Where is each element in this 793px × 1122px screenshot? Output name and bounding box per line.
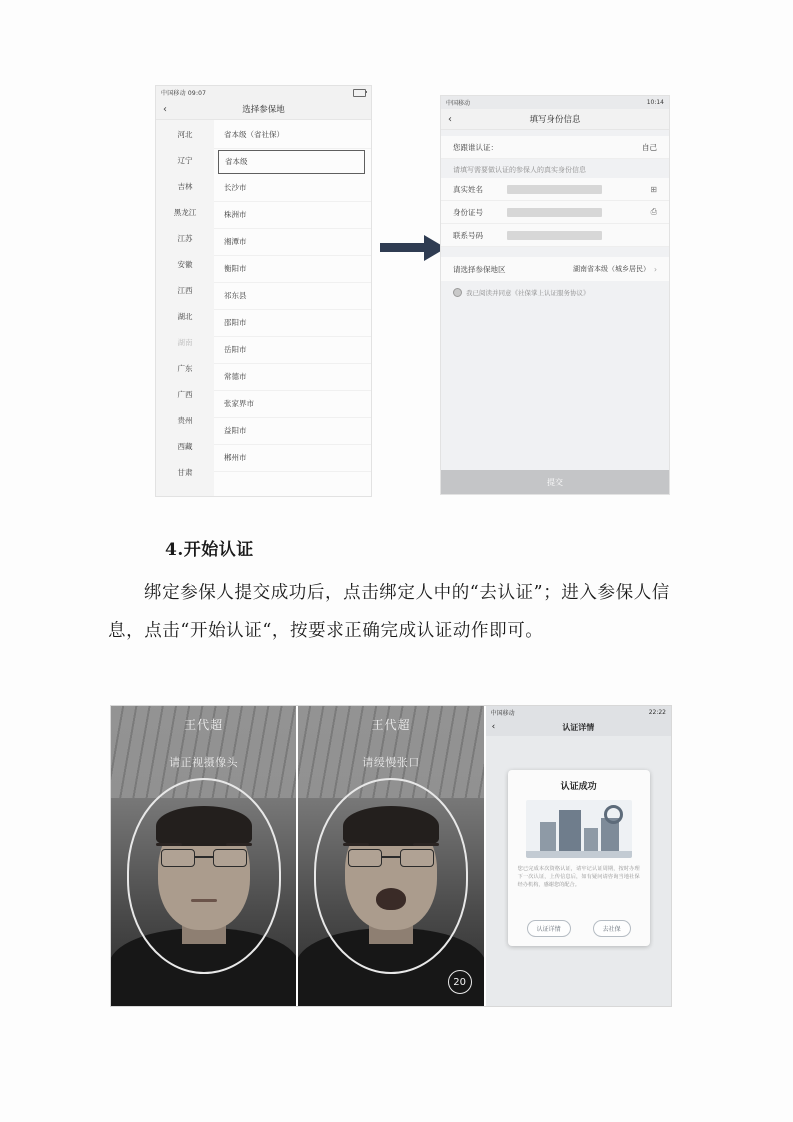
- id-number-row[interactable]: [441, 201, 669, 224]
- real-name-field[interactable]: [507, 185, 602, 194]
- phone-field[interactable]: [507, 231, 602, 240]
- list-item[interactable]: 西藏: [177, 442, 193, 451]
- back-icon[interactable]: ‹: [163, 103, 167, 115]
- list-item[interactable]: 长沙市: [214, 175, 371, 202]
- success-card: [508, 770, 650, 946]
- city-column[interactable]: [214, 120, 371, 496]
- list-item[interactable]: 河北: [177, 130, 193, 139]
- status-bar-right-text: 10:14: [646, 99, 664, 106]
- text-section: [108, 535, 698, 650]
- list-item-highlighted[interactable]: 省本级: [218, 150, 365, 174]
- page-number: 20: [448, 970, 472, 994]
- status-bar-left-text: 中国移动 09:07: [161, 90, 207, 97]
- screenshot-face-look-at-camera: [111, 706, 298, 1006]
- list-item[interactable]: 湖北: [177, 312, 193, 321]
- status-bar-time: 22:22: [648, 708, 666, 716]
- relation-row[interactable]: [441, 136, 669, 159]
- list-item[interactable]: 郴州市: [214, 445, 371, 472]
- list-item[interactable]: 省本级（省社保）: [214, 122, 371, 149]
- relation-label: 您跟谁认证：: [453, 142, 498, 152]
- section-heading: 4.开始认证: [165, 540, 254, 560]
- scan-icon[interactable]: ⎙: [650, 207, 657, 216]
- success-body-text: 您已完成本次资格认证，请牢记认证周期，按时办理下一次认证，上传信息后，如有疑问请咨询当地社保经办机构，感谢您的配合。: [517, 866, 640, 888]
- relation-value: 自己: [642, 142, 657, 152]
- auth-detail-button[interactable]: 认证详情: [527, 920, 571, 937]
- success-actions: [508, 920, 650, 937]
- list-item[interactable]: 衡阳市: [214, 256, 371, 283]
- list-item[interactable]: 江苏: [177, 234, 193, 243]
- list-item[interactable]: 祁东县: [214, 283, 371, 310]
- status-bar: [486, 706, 671, 718]
- list-item[interactable]: 岳阳市: [214, 337, 371, 364]
- list-item[interactable]: 甘肃: [177, 468, 193, 477]
- status-bar-left-text: 中国移动: [490, 709, 515, 717]
- identity-form: [441, 130, 669, 495]
- face-guide-oval: [314, 778, 468, 974]
- nav-bar: [156, 99, 371, 120]
- region-label: 请选择参保地区: [453, 264, 506, 274]
- phone-label: 联系号码: [453, 230, 483, 240]
- bottom-screenshot-group: [110, 705, 672, 1007]
- list-item[interactable]: 邵阳市: [214, 310, 371, 337]
- list-item[interactable]: 株洲市: [214, 202, 371, 229]
- submit-button[interactable]: 提交: [441, 470, 669, 494]
- province-column[interactable]: [156, 120, 214, 496]
- list-item[interactable]: 安徽: [177, 260, 193, 269]
- page-title: 认证详情: [562, 722, 595, 732]
- page-title: 填写身份信息: [529, 115, 581, 125]
- status-bar-left-text: 中国移动: [446, 100, 471, 107]
- screenshot-auth-success: [486, 706, 671, 1006]
- list-item[interactable]: 广西: [177, 390, 193, 399]
- user-name: 王代超: [184, 718, 224, 732]
- phone-row[interactable]: [441, 224, 669, 247]
- list-item[interactable]: 贵州: [177, 416, 193, 425]
- city-buildings-illustration-icon: [526, 800, 632, 858]
- id-number-label: 身份证号: [453, 207, 483, 217]
- agreement-row[interactable]: [441, 281, 669, 304]
- status-bar: [441, 96, 669, 109]
- go-social-security-button[interactable]: 去社保: [593, 920, 631, 937]
- real-name-label: 真实姓名: [453, 184, 483, 194]
- screenshot-fill-identity-info: [440, 95, 670, 495]
- list-item[interactable]: 益阳市: [214, 418, 371, 445]
- region-value: 湖南省本级（城乡居民）: [573, 265, 650, 273]
- instruction-text: 请正视摄像头: [169, 756, 239, 769]
- id-number-field[interactable]: [507, 208, 602, 217]
- list-item[interactable]: 湘潭市: [214, 229, 371, 256]
- list-item[interactable]: 辽宁: [177, 156, 193, 165]
- body-paragraph: 绑定参保人提交成功后，点击绑定人中的“去认证”；进入参保人信息，点击“开始认证“，按要求正确完成认证动作即可。: [108, 583, 670, 641]
- real-name-row[interactable]: [441, 178, 669, 201]
- picker-body: [156, 120, 371, 496]
- instruction-text: 请缓慢张口: [362, 756, 420, 769]
- list-item[interactable]: 江西: [177, 286, 193, 295]
- status-bar-right-icons: [353, 89, 366, 97]
- battery-icon: [353, 89, 366, 97]
- back-icon[interactable]: ‹: [491, 722, 496, 732]
- nav-bar: [441, 109, 669, 130]
- face-guide-oval: [127, 778, 281, 974]
- screenshot-face-open-mouth: [298, 706, 485, 1006]
- user-name: 王代超: [371, 718, 411, 732]
- list-item[interactable]: 张家界市: [214, 391, 371, 418]
- contacts-icon[interactable]: ⊞: [650, 184, 657, 194]
- list-item[interactable]: 广东: [177, 364, 193, 373]
- list-item-selected[interactable]: 湖南: [177, 338, 193, 347]
- status-bar: [156, 86, 371, 99]
- gear-icon: [604, 805, 623, 824]
- form-hint: 请填写需要做认证的参保人的真实身份信息: [453, 166, 586, 174]
- region-select-row[interactable]: [441, 257, 669, 281]
- screenshot-select-insurance-region: [155, 85, 372, 497]
- chevron-right-icon: ›: [654, 264, 657, 274]
- list-item[interactable]: 吉林: [177, 182, 193, 191]
- list-item[interactable]: 黑龙江: [173, 208, 197, 217]
- page-title: 选择参保地: [242, 105, 285, 115]
- list-item[interactable]: 常德市: [214, 364, 371, 391]
- nav-bar: [486, 718, 671, 736]
- success-title: 认证成功: [560, 782, 597, 792]
- agreement-text[interactable]: 我已阅读并同意《社保掌上认证服务协议》: [466, 289, 590, 297]
- back-icon[interactable]: ‹: [448, 113, 452, 125]
- top-screenshot-group: [155, 85, 675, 500]
- radio-icon[interactable]: [453, 288, 462, 297]
